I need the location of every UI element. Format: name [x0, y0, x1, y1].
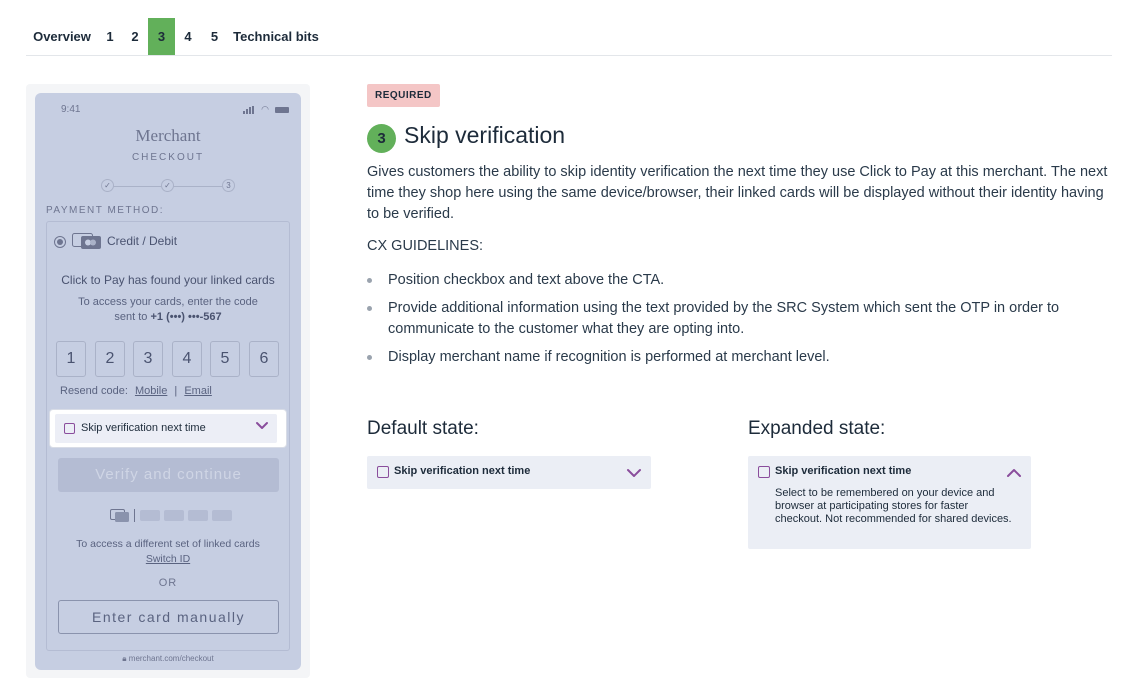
masked-phone-number: +1 (•••) •••-567	[150, 311, 222, 323]
tab-overview[interactable]: Overview	[33, 29, 91, 44]
tab-2[interactable]: 2	[131, 29, 139, 44]
guideline-item	[367, 270, 1077, 291]
credit-debit-radio[interactable]	[54, 236, 66, 248]
tab-4[interactable]: 4	[184, 29, 192, 44]
expanded-info-text: Select to be remembered on your device and browser at participating stores for faster checkout. Not recommended for shared devices.	[775, 487, 1012, 525]
card-icon	[72, 233, 102, 250]
description: Gives customers the ability to skip identity verification the next time they use Click to Pay at this merchant. The next time they shop here using the same device/browser, their linked cards will be displayed without their identity having to be verified.	[367, 164, 1108, 222]
merchant-url	[35, 654, 301, 664]
page-title: Skip verification	[404, 122, 566, 148]
switch-id-link[interactable]: Switch ID	[145, 553, 191, 565]
card-thumbnail	[188, 510, 208, 521]
bullet	[367, 355, 372, 360]
access-instructions	[65, 295, 271, 325]
card-thumbnail	[140, 510, 160, 521]
tab-bar	[26, 18, 1112, 56]
status-time: 9:41	[61, 104, 81, 115]
step-3-indicator: 3	[222, 179, 235, 192]
verify-continue-button[interactable]: Verify and continue	[58, 458, 279, 492]
resend-label: Resend code:	[60, 385, 128, 397]
default-skip-label: Skip verification next time	[394, 465, 531, 477]
chevron-up-icon[interactable]	[1006, 465, 1022, 481]
expanded-skip-label: Skip verification next time	[775, 465, 912, 477]
skip-checkbox[interactable]	[64, 423, 75, 434]
tab-3[interactable]: 3	[148, 18, 175, 55]
resend-separator: |	[174, 385, 178, 397]
resend-mobile-link[interactable]: Mobile	[134, 385, 168, 397]
phone-skip-verification-highlight	[49, 409, 287, 448]
code-digit-4[interactable]: 4	[172, 341, 202, 377]
required-badge: REQUIRED	[367, 84, 440, 107]
phone-mockup	[35, 93, 301, 670]
bullet	[367, 306, 372, 311]
chevron-down-icon[interactable]	[255, 418, 269, 432]
card-thumbnail	[164, 510, 184, 521]
chevron-down-icon[interactable]	[626, 465, 642, 481]
step-1-check-icon: ✓	[101, 179, 114, 192]
skip-label: Skip verification next time	[81, 422, 206, 434]
step-number-badge: 3	[367, 124, 396, 153]
guideline-item	[367, 347, 1077, 368]
checkout-label: CHECKOUT	[131, 152, 205, 163]
default-state-heading: Default state:	[367, 418, 479, 439]
guideline-text: Provide additional information using the text provided by the SRC System which sent the OTP in order to communicate to the customer what they are opting into.	[388, 300, 1060, 337]
credit-debit-label: Credit / Debit	[107, 234, 178, 248]
guideline-text: Position checkbox and text above the CTA.	[388, 272, 665, 288]
different-cards-text: To access a different set of linked cards	[76, 538, 260, 550]
access-line-1: To access your cards, enter the code	[78, 296, 258, 308]
guideline-item	[367, 298, 1077, 340]
access-line-2-prefix: sent to	[114, 311, 148, 323]
code-digit-6[interactable]: 6	[249, 341, 279, 377]
code-digit-5[interactable]: 5	[210, 341, 240, 377]
signal-icon	[243, 106, 255, 114]
tab-5[interactable]: 5	[210, 29, 219, 44]
tab-technical-bits[interactable]: Technical bits	[233, 29, 319, 44]
code-digit-1[interactable]: 1	[56, 341, 86, 377]
wifi-icon: ◠	[261, 104, 269, 114]
code-digit-2[interactable]: 2	[95, 341, 125, 377]
default-skip-checkbox[interactable]	[377, 466, 389, 478]
bullet	[367, 278, 372, 283]
lock-icon: 🔒︎	[122, 654, 127, 663]
merchant-url-text: merchant.com/checkout	[128, 654, 214, 663]
or-divider: OR	[158, 577, 178, 589]
expanded-state-box	[748, 456, 1031, 549]
checkout-progress	[35, 179, 301, 193]
merchant-name: Merchant	[135, 126, 201, 145]
payment-method-label: PAYMENT METHOD:	[46, 205, 165, 216]
cx-guidelines-heading: CX GUIDELINES:	[367, 238, 484, 254]
guideline-text: Display merchant name if recognition is performed at merchant level.	[388, 349, 830, 365]
card-thumbnail	[212, 510, 232, 521]
resend-code-row	[60, 385, 212, 397]
resend-email-link[interactable]: Email	[184, 385, 212, 397]
tab-1[interactable]: 1	[106, 29, 114, 44]
found-cards-text: Click to Pay has found your linked cards	[61, 273, 275, 287]
expanded-skip-checkbox[interactable]	[758, 466, 770, 478]
battery-icon	[275, 107, 289, 113]
enter-card-manually-button[interactable]: Enter card manually	[58, 600, 279, 634]
expanded-state-heading: Expanded state:	[748, 418, 886, 439]
code-digit-3[interactable]: 3	[133, 341, 163, 377]
card-stack-icon	[110, 509, 130, 523]
step-2-check-icon: ✓	[161, 179, 174, 192]
default-state-box	[367, 456, 651, 489]
